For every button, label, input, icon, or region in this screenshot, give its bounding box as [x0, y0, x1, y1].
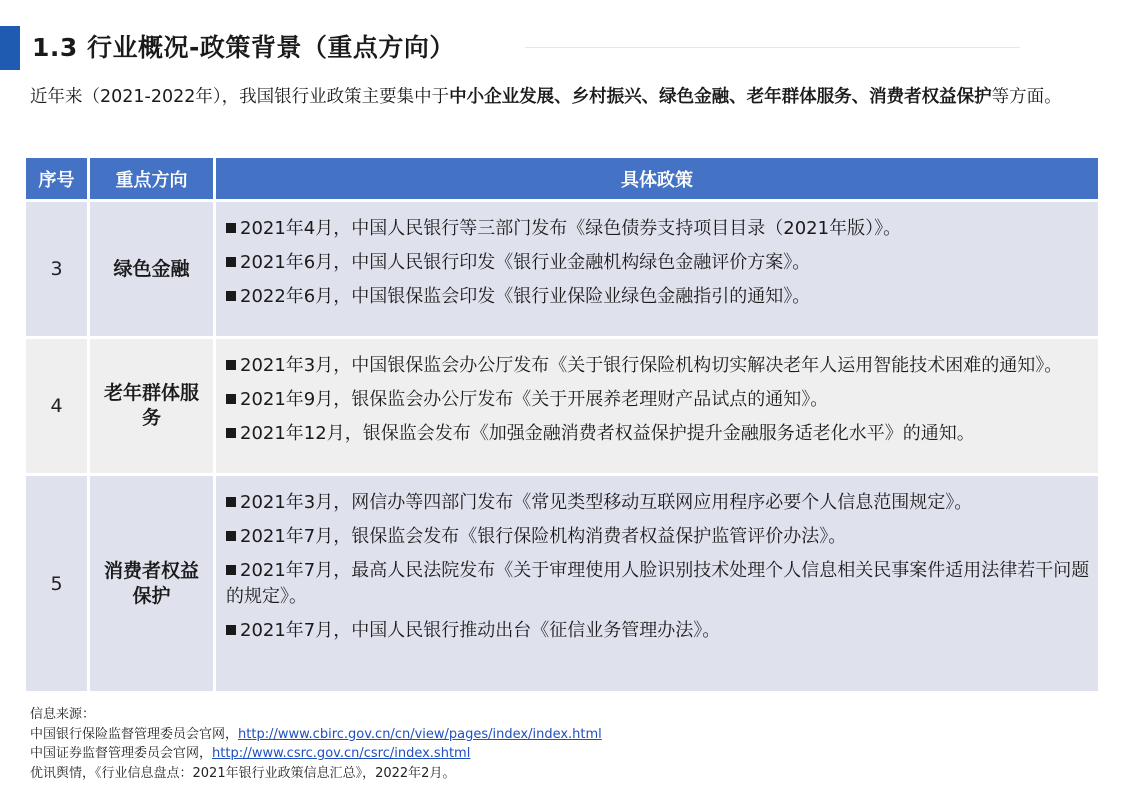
title-divider — [525, 47, 1020, 48]
page-title: 1.3 行业概况-政策背景（重点方向） — [32, 33, 455, 62]
policy-item — [226, 353, 1098, 379]
source-line — [30, 744, 602, 764]
policy-item — [226, 250, 1098, 276]
policy-item — [226, 421, 1098, 447]
policy-text: 2022年6月，中国银保监会印发《银行业保险业绿色金融指引的通知》。 — [240, 286, 811, 307]
policy-item — [226, 618, 1098, 644]
source-line — [30, 725, 602, 745]
table-row — [26, 199, 1098, 336]
header-direction: 重点方向 — [90, 158, 216, 199]
source-text: 中国证券监督管理委员会官网， — [30, 746, 213, 761]
square-bullet-icon — [226, 625, 236, 635]
policy-item — [226, 558, 1098, 610]
row-number: 4 — [26, 339, 90, 473]
policy-item — [226, 524, 1098, 550]
policy-item — [226, 490, 1098, 516]
table-row — [26, 336, 1098, 473]
square-bullet-icon — [226, 428, 236, 438]
row-direction: 绿色金融 — [90, 202, 216, 336]
row-policies — [216, 339, 1098, 473]
policy-text: 2021年7月，银保监会发布《银行保险机构消费者权益保护监管评价办法》。 — [240, 526, 847, 547]
policy-text: 2021年12月，银保监会发布《加强金融消费者权益保护提升金融服务适老化水平》的通知。 — [240, 423, 975, 444]
header-number: 序号 — [26, 158, 90, 199]
policy-item — [226, 284, 1098, 310]
policy-item — [226, 387, 1098, 413]
row-policies — [216, 202, 1098, 336]
source-notes — [30, 705, 602, 783]
csrc-link[interactable]: http://www.csrc.gov.cn/csrc/index.shtml — [212, 746, 471, 761]
policy-text: 2021年3月，网信办等四部门发布《常见类型移动互联网应用程序必要个人信息范围规定》。 — [240, 492, 973, 513]
policy-text: 2021年4月，中国人民银行等三部门发布《绿色债券支持项目目录（2021年版）》。 — [240, 218, 902, 239]
row-direction: 老年群体服务 — [90, 339, 216, 473]
intro-paragraph — [30, 84, 1090, 111]
table-row — [26, 473, 1098, 691]
source-line: 优讯舆情，《行业信息盘点：2021年银行业政策信息汇总》，2022年2月。 — [30, 765, 456, 781]
table-header-row — [26, 158, 1098, 199]
intro-bold-topics: 中小企业发展、乡村振兴、绿色金融、老年群体服务、消费者权益保护 — [449, 87, 992, 107]
intro-prefix: 近年来（2021-2022年），我国银行业政策主要集中于 — [30, 87, 450, 107]
square-bullet-icon — [226, 223, 236, 233]
row-direction: 消费者权益保护 — [90, 476, 216, 691]
source-text: 中国银行保险监督管理委员会官网， — [30, 726, 239, 742]
row-number: 5 — [26, 476, 90, 691]
square-bullet-icon — [226, 360, 236, 370]
square-bullet-icon — [226, 497, 236, 507]
square-bullet-icon — [226, 565, 236, 575]
square-bullet-icon — [226, 291, 236, 301]
square-bullet-icon — [226, 257, 236, 267]
policy-text: 2021年6月，中国人民银行印发《银行业金融机构绿色金融评价方案》。 — [240, 252, 811, 273]
square-bullet-icon — [226, 531, 236, 541]
policy-text: 2021年9月，银保监会办公厅发布《关于开展养老理财产品试点的通知》。 — [240, 389, 829, 410]
square-bullet-icon — [226, 394, 236, 404]
source-label: 信息来源： — [30, 707, 96, 722]
policy-text: 2021年7月，最高人民法院发布《关于审理使用人脸识别技术处理个人信息相关民事案件适用法律若干问题的规定》。 — [226, 560, 1090, 607]
row-number: 3 — [26, 202, 90, 336]
header-policy: 具体政策 — [621, 169, 693, 191]
policy-table — [26, 158, 1098, 691]
cbirc-link[interactable]: http://www.cbirc.gov.cn/cn/view/pages/index/index.html — [238, 726, 602, 742]
policy-text: 2021年7月，中国人民银行推动出台《征信业务管理办法》。 — [240, 620, 721, 641]
policy-text: 2021年3月，中国银保监会办公厅发布《关于银行保险机构切实解决老年人运用智能技术困难的通知》。 — [240, 355, 1063, 376]
row-policies — [216, 476, 1098, 691]
title-accent-bar — [0, 26, 20, 70]
policy-item — [226, 216, 1098, 242]
intro-suffix: 等方面。 — [991, 87, 1062, 107]
